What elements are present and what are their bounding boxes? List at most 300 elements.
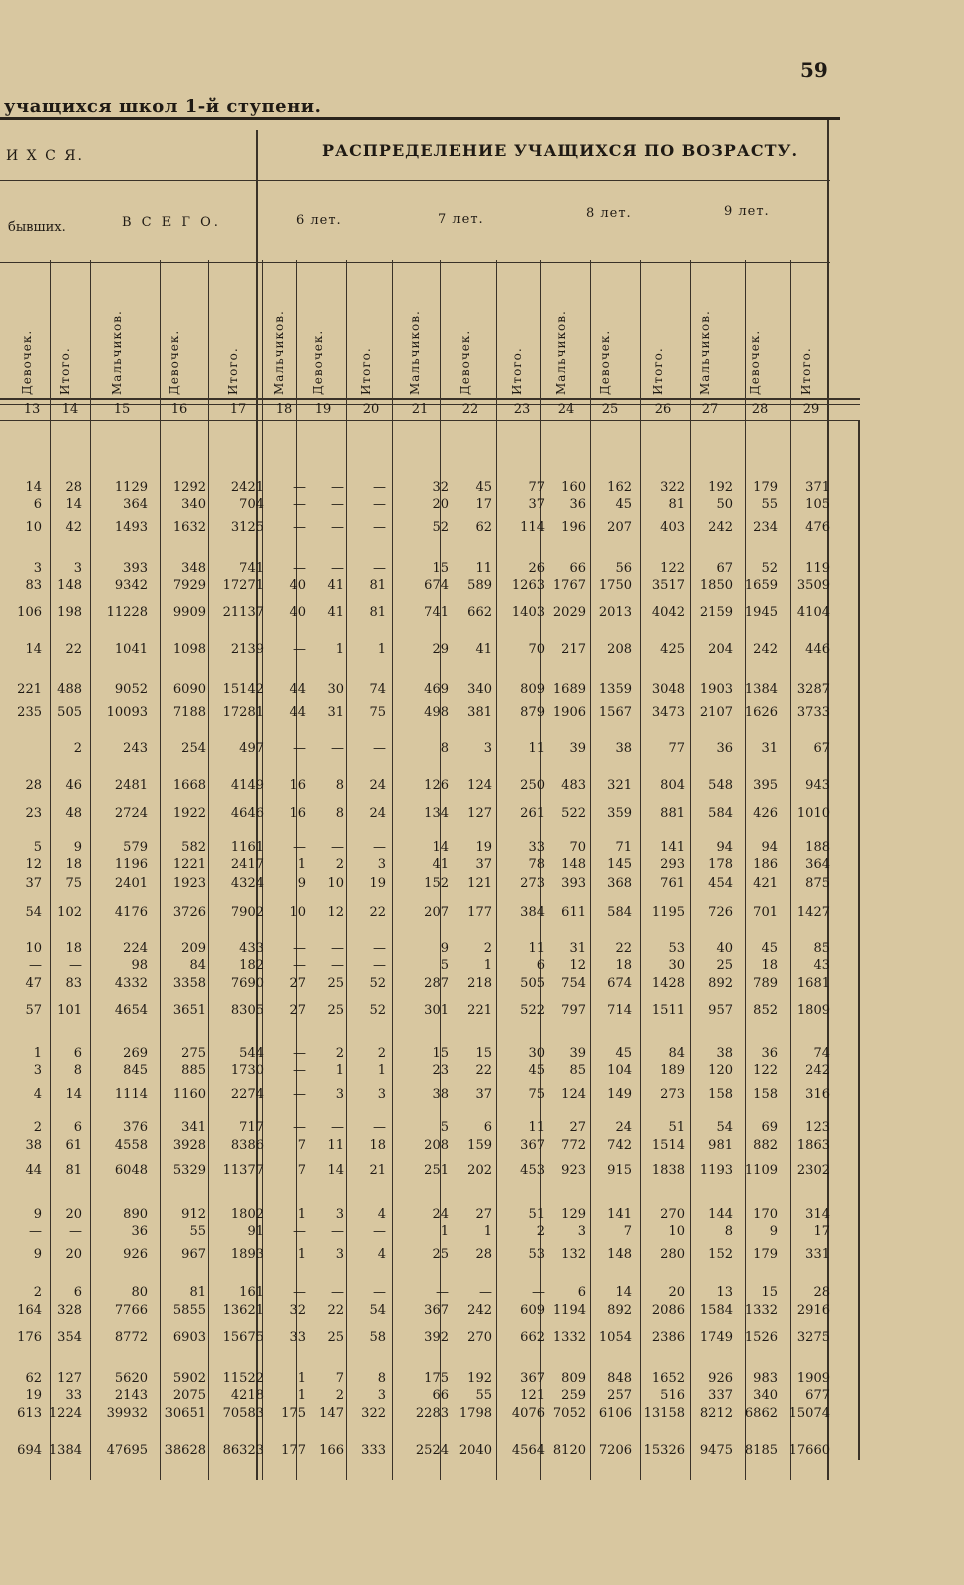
table-cell: 726 [708, 905, 733, 920]
table-cell: 1 [440, 1224, 449, 1239]
column-number-16: 16 [170, 402, 188, 417]
table-cell: 21137 [222, 605, 264, 620]
table-cell: 250 [520, 778, 545, 793]
table-cell: 17271 [222, 578, 264, 593]
table-cell: 314 [805, 1207, 830, 1222]
table-cell: 1863 [796, 1138, 830, 1153]
table-cell: 152 [708, 1247, 733, 1262]
table-cell: 8 [724, 1224, 733, 1239]
table-cell: 704 [239, 497, 264, 512]
table-cell: 18 [65, 857, 82, 872]
table-cell: 254 [181, 741, 206, 756]
table-cell: 20 [432, 497, 449, 512]
table-cell: 3 [335, 1247, 344, 1262]
table-cell: 44 [25, 1163, 42, 1178]
table-cell: 425 [660, 642, 685, 657]
table-cell: 52 [761, 561, 778, 576]
table-cell: 6106 [598, 1406, 632, 1421]
table-cell: 148 [607, 1247, 632, 1262]
table-cell: 221 [17, 682, 42, 697]
table-cell: 43 [813, 958, 830, 973]
table-cell: 161 [239, 1285, 264, 1300]
table-cell: 2401 [114, 876, 148, 891]
table-cell: 170 [753, 1207, 778, 1222]
table-cell: 4176 [114, 905, 148, 920]
table-cell: 1514 [651, 1138, 685, 1153]
table-cell: — [373, 941, 386, 956]
table-cell: 16 [289, 806, 306, 821]
table-cell: 54 [369, 1303, 386, 1318]
table-cell: 584 [607, 905, 632, 920]
subheader-22: Девочек. [458, 329, 472, 395]
table-cell: 141 [660, 840, 685, 855]
subheader-26: Итого. [651, 347, 665, 395]
table-row [0, 497, 860, 515]
table-cell: — [293, 642, 306, 657]
table-cell: — [293, 1046, 306, 1061]
table-cell: 6 [483, 1120, 492, 1135]
subheader-20: Итого. [359, 347, 373, 395]
table-cell: 28 [25, 778, 42, 793]
table-cell: 11 [528, 941, 545, 956]
table-cell: 4149 [230, 778, 264, 793]
table-cell: 881 [660, 806, 685, 821]
table-cell: 11228 [106, 605, 148, 620]
table-cell: 94 [761, 840, 778, 855]
table-row [0, 1046, 860, 1064]
table-cell: 4 [33, 1087, 42, 1102]
table-cell: 9 [440, 941, 449, 956]
table-cell: — [293, 1120, 306, 1135]
table-cell: 235 [17, 705, 42, 720]
table-cell: 280 [660, 1247, 685, 1262]
table-cell: 175 [281, 1406, 306, 1421]
table-cell: 2075 [172, 1388, 206, 1403]
table-cell: 403 [660, 520, 685, 535]
table-cell: 714 [607, 1003, 632, 1018]
table-cell: 48 [65, 806, 82, 821]
table-cell: 5620 [114, 1371, 148, 1386]
table-cell: 1384 [744, 682, 778, 697]
table-cell: 17281 [222, 705, 264, 720]
table-cell: 53 [528, 1247, 545, 1262]
table-cell: 204 [708, 642, 733, 657]
table-cell: 81 [189, 1285, 206, 1300]
table-cell: 1114 [114, 1087, 148, 1102]
table-row [0, 976, 860, 994]
table-cell: 2283 [415, 1406, 449, 1421]
table-cell: 9 [33, 1247, 42, 1262]
table-cell: 149 [607, 1087, 632, 1102]
table-cell: 39932 [106, 1406, 148, 1421]
table-cell: 2086 [651, 1303, 685, 1318]
table-cell: 2274 [230, 1087, 264, 1102]
table-cell: 923 [561, 1163, 586, 1178]
table-cell: 85 [569, 1063, 586, 1078]
table-cell: 4218 [230, 1388, 264, 1403]
table-cell: 1332 [552, 1330, 586, 1345]
table-cell: 41 [327, 578, 344, 593]
table-cell: 15074 [788, 1406, 830, 1421]
table-cell: 18 [615, 958, 632, 973]
table-cell: 1511 [651, 1003, 685, 1018]
table-cell: 3 [377, 1388, 386, 1403]
table-cell: 662 [467, 605, 492, 620]
table-cell: 8772 [114, 1330, 148, 1345]
table-cell: 5 [440, 958, 449, 973]
left-heading: И Х С Я. [6, 148, 84, 164]
table-cell: 81 [668, 497, 685, 512]
table-cell: 15 [432, 1046, 449, 1061]
table-cell: 1730 [230, 1063, 264, 1078]
table-cell: 38 [716, 1046, 733, 1061]
table-cell: 981 [708, 1138, 733, 1153]
table-cell: 742 [607, 1138, 632, 1153]
table-cell: 11 [528, 741, 545, 756]
table-cell: 17 [813, 1224, 830, 1239]
table-cell: 14 [25, 480, 42, 495]
table-cell: 376 [123, 1120, 148, 1135]
table-row [0, 876, 860, 894]
table-cell: 367 [424, 1303, 449, 1318]
table-cell: 86323 [222, 1443, 264, 1458]
table-cell: 797 [561, 1003, 586, 1018]
table-cell: 47 [25, 976, 42, 991]
table-cell: 395 [753, 778, 778, 793]
table-cell: — [293, 1087, 306, 1102]
table-cell: 3509 [796, 578, 830, 593]
table-cell: — [29, 958, 42, 973]
table-cell: 1526 [744, 1330, 778, 1345]
table-cell: 36 [131, 1224, 148, 1239]
table-cell: 381 [467, 705, 492, 720]
table-cell: 367 [520, 1371, 545, 1386]
table-cell: 208 [424, 1138, 449, 1153]
group-age-6: 6 лет. [296, 213, 342, 228]
table-cell: 4076 [511, 1406, 545, 1421]
table-cell: 51 [668, 1120, 685, 1135]
table-cell: 611 [561, 905, 586, 920]
column-number-21: 21 [411, 402, 429, 417]
table-cell: 91 [247, 1224, 264, 1239]
table-cell: 47695 [106, 1443, 148, 1458]
table-cell: 126 [424, 778, 449, 793]
table-cell: 882 [753, 1138, 778, 1153]
table-cell: 98 [131, 958, 148, 973]
table-cell: — [293, 497, 306, 512]
table-cell: 446 [805, 642, 830, 657]
table-row [0, 1003, 860, 1021]
table-cell: 122 [753, 1063, 778, 1078]
table-cell: 2 [483, 941, 492, 956]
table-cell: 1652 [651, 1371, 685, 1386]
table-cell: 957 [708, 1003, 733, 1018]
table-cell: 505 [57, 705, 82, 720]
table-cell: 1632 [172, 520, 206, 535]
table-cell: 3 [73, 561, 82, 576]
table-cell: 5 [33, 840, 42, 855]
table-cell: 188 [805, 840, 830, 855]
table-cell: 132 [561, 1247, 586, 1262]
table-cell: 30 [327, 682, 344, 697]
table-cell: 2 [536, 1224, 545, 1239]
table-cell: 9 [297, 876, 306, 891]
table-cell: — [293, 840, 306, 855]
table-cell: 62 [25, 1371, 42, 1386]
table-cell: 148 [561, 857, 586, 872]
table-cell: 11522 [222, 1371, 264, 1386]
table-cell: 7929 [172, 578, 206, 593]
table-cell: 33 [528, 840, 545, 855]
table-cell: 178 [708, 857, 733, 872]
table-cell: 17660 [788, 1443, 830, 1458]
table-cell: 123 [805, 1120, 830, 1135]
table-cell: 848 [607, 1371, 632, 1386]
table-cell: 8 [335, 806, 344, 821]
table-cell: 26 [528, 561, 545, 576]
table-cell: 8 [73, 1063, 82, 1078]
table-cell: — [373, 741, 386, 756]
table-cell: 55 [189, 1224, 206, 1239]
column-number-rule [0, 420, 860, 421]
table-cell: 2481 [114, 778, 148, 793]
table-cell: 7 [335, 1371, 344, 1386]
table-cell: 1 [297, 1388, 306, 1403]
table-row [0, 941, 860, 959]
table-cell: — [293, 1063, 306, 1078]
table-cell: 1263 [511, 578, 545, 593]
table-cell: 67 [716, 561, 733, 576]
table-cell: 741 [239, 561, 264, 576]
table-cell: 19 [25, 1388, 42, 1403]
table-cell: 75 [528, 1087, 545, 1102]
table-cell: 208 [607, 642, 632, 657]
table-cell: 915 [607, 1163, 632, 1178]
table-cell: 340 [181, 497, 206, 512]
table-cell: 166 [319, 1443, 344, 1458]
table-cell: 269 [123, 1046, 148, 1061]
table-cell: 926 [123, 1247, 148, 1262]
table-row [0, 1063, 860, 1081]
table-cell: 25 [716, 958, 733, 973]
table-cell: 2524 [415, 1443, 449, 1458]
table-cell: 6 [73, 1120, 82, 1135]
table-cell: 14 [615, 1285, 632, 1300]
table-cell: 177 [281, 1443, 306, 1458]
table-cell: 27 [475, 1207, 492, 1222]
table-cell: 9 [769, 1224, 778, 1239]
table-cell: 23 [432, 1063, 449, 1078]
table-cell: — [373, 561, 386, 576]
table-cell: 224 [123, 941, 148, 956]
table-cell: — [331, 497, 344, 512]
table-row [0, 642, 860, 660]
table-cell: 71 [615, 840, 632, 855]
table-cell: 106 [17, 605, 42, 620]
column-number-24: 24 [557, 402, 575, 417]
table-cell: 52 [432, 520, 449, 535]
table-cell: 37 [528, 497, 545, 512]
table-cell: — [69, 1224, 82, 1239]
table-cell: 218 [467, 976, 492, 991]
table-cell: 3928 [172, 1138, 206, 1153]
table-cell: 789 [753, 976, 778, 991]
table-cell: 41 [475, 642, 492, 657]
table-cell: 364 [805, 857, 830, 872]
table-cell: 2 [33, 1285, 42, 1300]
table-cell: 160 [561, 480, 586, 495]
table-cell: 23 [25, 806, 42, 821]
table-row [0, 806, 860, 824]
table-cell: 677 [805, 1388, 830, 1403]
table-cell: 257 [607, 1388, 632, 1403]
group-age-8: 8 лет. [586, 206, 632, 221]
table-cell: 4104 [796, 605, 830, 620]
table-row [0, 1087, 860, 1105]
subheader-16: Девочек. [167, 329, 181, 395]
table-cell: 80 [131, 1285, 148, 1300]
table-cell: 207 [607, 520, 632, 535]
table-cell: 337 [708, 1388, 733, 1403]
table-cell: 270 [467, 1330, 492, 1345]
table-cell: 21 [369, 1163, 386, 1178]
table-cell: 845 [123, 1063, 148, 1078]
table-cell: 3517 [651, 578, 685, 593]
table-cell: 1838 [651, 1163, 685, 1178]
table-cell: 44 [289, 705, 306, 720]
table-cell: 522 [561, 806, 586, 821]
table-cell: 5329 [172, 1163, 206, 1178]
table-cell: — [331, 941, 344, 956]
table-cell: 1626 [744, 705, 778, 720]
table-cell: 8 [377, 1371, 386, 1386]
table-cell: 24 [369, 806, 386, 821]
table-cell: 7188 [172, 705, 206, 720]
table-cell: 321 [607, 778, 632, 793]
table-cell: 202 [467, 1163, 492, 1178]
table-cell: 6090 [172, 682, 206, 697]
table-row [0, 1224, 860, 1242]
table-cell: 340 [753, 1388, 778, 1403]
subheader-18: Мальчиков. [272, 310, 286, 395]
table-cell: 469 [424, 682, 449, 697]
table-row [0, 705, 860, 723]
table-cell: 1 [483, 1224, 492, 1239]
table-cell: 19 [369, 876, 386, 891]
table-cell: 15 [475, 1046, 492, 1061]
group-age-9: 9 лет. [724, 204, 770, 219]
table-cell: 3 [377, 857, 386, 872]
table-cell: 943 [805, 778, 830, 793]
column-number-13: 13 [23, 402, 41, 417]
group-age-7: 7 лет. [438, 212, 484, 227]
table-cell: 3 [335, 1087, 344, 1102]
table-cell: 1767 [552, 578, 586, 593]
table-cell: 354 [57, 1330, 82, 1345]
table-cell: 1 [297, 857, 306, 872]
table-cell: 8185 [744, 1443, 778, 1458]
table-cell: 926 [708, 1371, 733, 1386]
table-cell: 912 [181, 1207, 206, 1222]
table-cell: 1 [483, 958, 492, 973]
table-cell: 67 [813, 741, 830, 756]
table-cell: 179 [753, 480, 778, 495]
table-cell: 31 [761, 741, 778, 756]
table-cell: 287 [424, 976, 449, 991]
table-cell: 1893 [230, 1247, 264, 1262]
page-title: учащихся школ 1-й ступени. [4, 96, 322, 117]
table-cell: 124 [467, 778, 492, 793]
table-cell: 754 [561, 976, 586, 991]
column-number-28: 28 [751, 402, 769, 417]
table-cell: 27 [289, 1003, 306, 1018]
table-cell: 196 [561, 520, 586, 535]
table-cell: 46 [65, 778, 82, 793]
table-cell: 892 [708, 976, 733, 991]
subheader-21: Мальчиков. [408, 310, 422, 395]
table-cell: 1160 [172, 1087, 206, 1102]
table-cell: 31 [327, 705, 344, 720]
table-cell: 584 [708, 806, 733, 821]
table-cell: 1292 [172, 480, 206, 495]
table-cell: 5 [440, 1120, 449, 1135]
table-cell: 55 [475, 1388, 492, 1403]
table-cell: 741 [424, 605, 449, 620]
table-cell: — [331, 840, 344, 855]
table-cell: 674 [424, 578, 449, 593]
table-cell: 62 [475, 520, 492, 535]
table-cell: 152 [424, 876, 449, 891]
table-cell: 393 [123, 561, 148, 576]
table-cell: 2139 [230, 642, 264, 657]
column-number-29: 29 [802, 402, 820, 417]
table-cell: 122 [660, 561, 685, 576]
table-cell: 15142 [222, 682, 264, 697]
table-cell: 15 [432, 561, 449, 576]
table-cell: 24 [615, 1120, 632, 1135]
table-cell: 29 [432, 642, 449, 657]
column-number-18: 18 [275, 402, 293, 417]
table-cell: 1196 [114, 857, 148, 872]
table-cell: 3358 [172, 976, 206, 991]
table-cell: 141 [607, 1207, 632, 1222]
table-cell: 10 [25, 941, 42, 956]
table-cell: 20 [65, 1247, 82, 1262]
table-cell: 9052 [114, 682, 148, 697]
table-cell: 121 [467, 876, 492, 891]
table-cell: 11 [528, 1120, 545, 1135]
table-cell: 13158 [643, 1406, 685, 1421]
table-cell: — [331, 1120, 344, 1135]
table-cell: 505 [520, 976, 545, 991]
table-cell: 8305 [230, 1003, 264, 1018]
table-row [0, 778, 860, 796]
page-number: 59 [800, 58, 828, 82]
table-cell: 45 [615, 1046, 632, 1061]
table-row [0, 578, 860, 596]
table-cell: 273 [520, 876, 545, 891]
column-number-14: 14 [61, 402, 79, 417]
table-cell: 522 [520, 1003, 545, 1018]
table-cell: 186 [753, 857, 778, 872]
column-number-26: 26 [654, 402, 672, 417]
table-cell: 27 [569, 1120, 586, 1135]
table-cell: 8 [440, 741, 449, 756]
table-cell: 162 [607, 480, 632, 495]
table-cell: — [373, 1285, 386, 1300]
table-row [0, 1406, 860, 1424]
table-cell: 717 [239, 1120, 264, 1135]
